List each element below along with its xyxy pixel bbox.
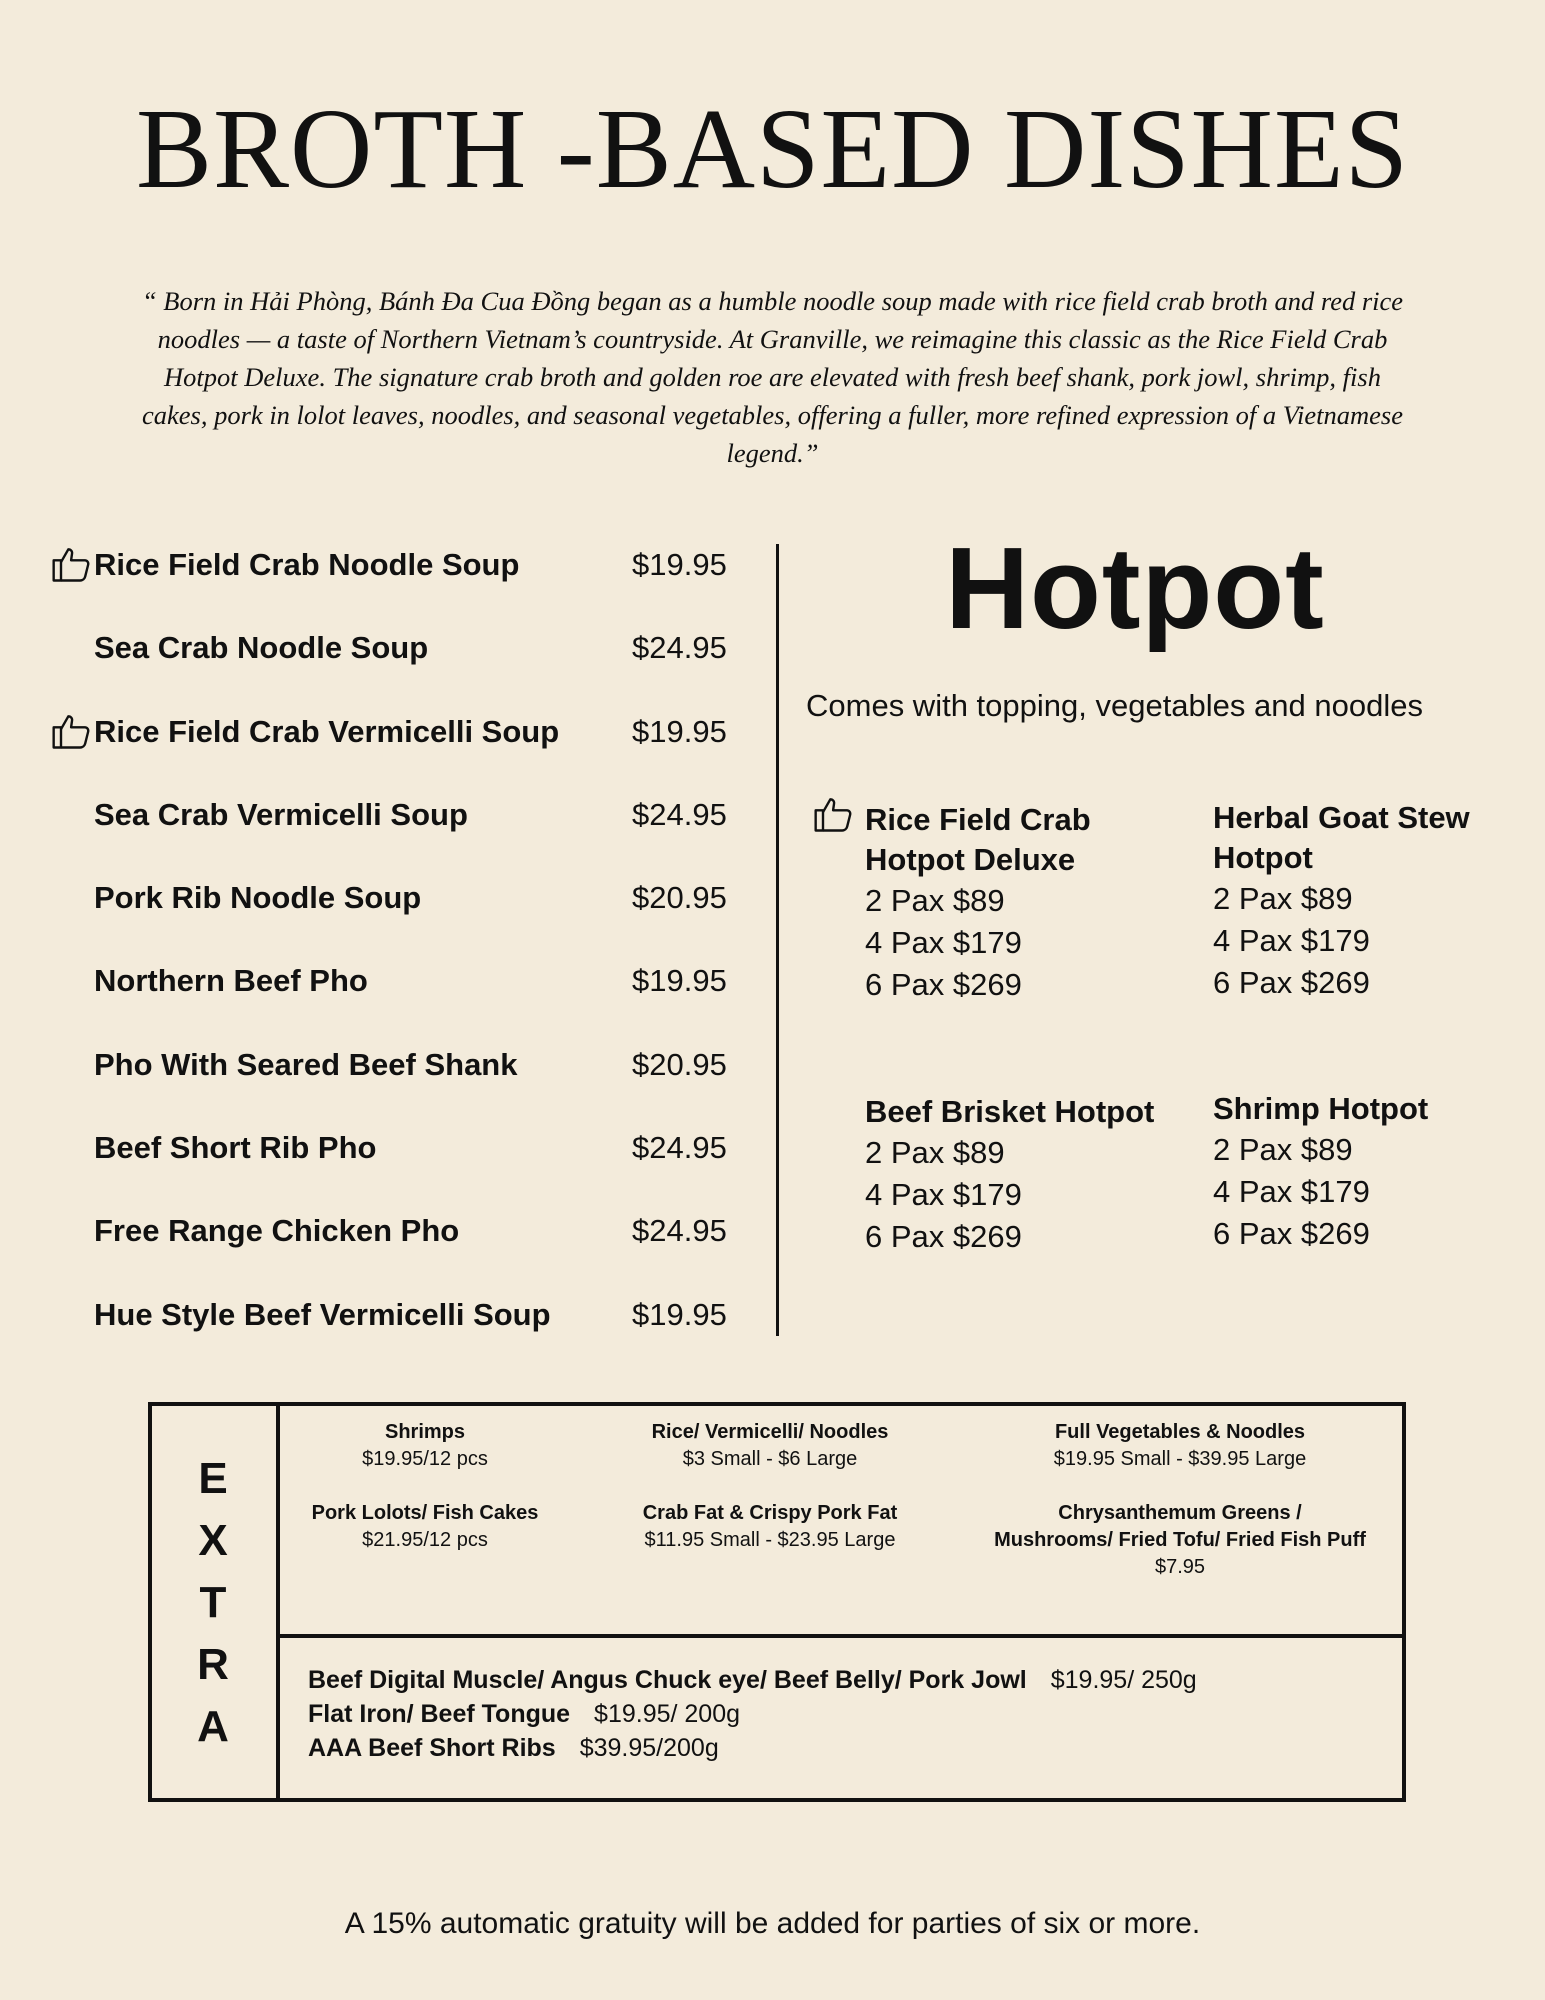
column-divider <box>776 544 779 1336</box>
hotpot-price: 4 Pax $179 <box>1213 923 1370 958</box>
meat-item <box>308 1664 1197 1697</box>
extra-item-price: $7.95 <box>1154 1556 1206 1578</box>
hotpot-price: 4 Pax $179 <box>865 1177 1022 1212</box>
menu-item <box>50 620 740 703</box>
menu-item <box>50 787 740 870</box>
extra-item-name-line1: Chrysanthemum Greens / <box>1058 1502 1302 1524</box>
hotpot-name-line1: Rice Field Crab <box>865 802 1091 837</box>
hotpot-name: Beef Brisket Hotpot <box>865 1094 1155 1129</box>
extra-item <box>300 1419 550 1473</box>
extra-item-price: $19.95 Small - $39.95 Large <box>1053 1448 1307 1470</box>
hotpot-item <box>1213 798 1533 1004</box>
meat-item-price: $19.95/ 250g <box>1050 1666 1197 1694</box>
hotpot-price: 6 Pax $269 <box>865 1219 1022 1254</box>
menu-item <box>50 704 740 787</box>
menu-item-name: Hue Style Beef Vermicelli Soup <box>94 1296 551 1332</box>
thumbs-up-icon <box>50 709 94 753</box>
meat-item <box>308 1732 719 1765</box>
menu-item-price: $20.95 <box>632 880 727 916</box>
gratuity-note: A 15% automatic gratuity will be added for parties of six or more. <box>344 1907 1201 1940</box>
extra-item-price: $3 Small - $6 Large <box>682 1448 858 1470</box>
menu-item-price: $19.95 <box>632 547 727 582</box>
hotpot-item <box>865 1092 1185 1258</box>
menu-item <box>50 1203 740 1286</box>
meat-item-name: Flat Iron/ Beef Tongue <box>308 1700 571 1728</box>
extra-item <box>980 1419 1380 1473</box>
extra-letter: X <box>198 1516 228 1565</box>
soup-list <box>50 537 740 1370</box>
extra-item <box>290 1500 560 1554</box>
hotpot-price: 2 Pax $89 <box>865 883 1005 918</box>
menu-item-name: Sea Crab Noodle Soup <box>94 630 429 666</box>
extra-item <box>595 1419 945 1473</box>
hotpot-item <box>865 800 1185 1006</box>
menu-item <box>50 1287 740 1370</box>
menu-item <box>50 870 740 953</box>
meat-item-name: AAA Beef Short Ribs <box>308 1734 556 1762</box>
menu-item-price: $19.95 <box>632 1296 727 1332</box>
extra-item-price: $11.95 Small - $23.95 Large <box>644 1529 896 1551</box>
extra-item-name: Rice/ Vermicelli/ Noodles <box>651 1421 889 1443</box>
extra-letter: A <box>197 1702 229 1751</box>
menu-item <box>50 537 740 620</box>
extra-letter: R <box>197 1640 229 1689</box>
menu-item-name: Northern Beef Pho <box>94 963 368 999</box>
thumbs-up-icon <box>50 542 94 586</box>
intro-quote: “ Born in Hải Phòng, Bánh Đa Cua Đồng began as a humble noodle soup made with rice field crab broth and red rice noodles — a taste of Northern Vietnam’s countryside. At Granville, we reimagine this classic as the Rice Field Crab Hotpot Deluxe. The signature crab broth and golden roe are elevated with fresh beef shank, pork jowl, shrimp, fish cakes, pork in lolot leaves, noodles, and seasonal vegetables, offering a fuller, more refined expression of a Vietnamese legend.” <box>141 286 1404 468</box>
hotpot-name: Shrimp Hotpot <box>1213 1091 1429 1126</box>
meat-item-price: $19.95/ 200g <box>594 1700 741 1728</box>
extra-item-name: Full Vegetables & Noodles <box>1054 1421 1306 1443</box>
menu-item-price: $24.95 <box>632 796 727 832</box>
extra-item-name-line2: Mushrooms/ Fried Tofu/ Fried Fish Puff <box>994 1529 1366 1551</box>
hotpot-price: 2 Pax $89 <box>1213 1132 1353 1167</box>
menu-item-price: $24.95 <box>632 630 727 666</box>
extra-item-name: Crab Fat & Crispy Pork Fat <box>642 1502 898 1524</box>
hotpot-title: Hotpot <box>945 523 1325 653</box>
hotpot-price: 6 Pax $269 <box>865 967 1022 1002</box>
extra-item <box>960 1500 1400 1581</box>
page-title: BROTH -BASED DISHES <box>135 85 1410 212</box>
menu-item-name: Beef Short Rib Pho <box>94 1130 377 1166</box>
extra-letter: E <box>198 1454 228 1503</box>
menu-item-price: $19.95 <box>632 713 727 749</box>
menu-item-name: Free Range Chicken Pho <box>94 1213 460 1249</box>
thumbs-up-icon <box>812 792 856 836</box>
extra-letter: T <box>199 1578 227 1627</box>
menu-item <box>50 953 740 1036</box>
menu-item <box>50 1120 740 1203</box>
menu-item-price: $24.95 <box>632 1130 727 1166</box>
hotpot-name-line1: Herbal Goat Stew <box>1213 800 1470 835</box>
extra-item-price: $19.95/12 pcs <box>362 1448 488 1470</box>
menu-item-name: Rice Field Crab Noodle Soup <box>94 547 520 582</box>
hotpot-name-line2: Hotpot Deluxe <box>865 842 1076 877</box>
meat-item-price: $39.95/200g <box>579 1734 719 1762</box>
extra-item-name: Shrimps <box>384 1421 466 1443</box>
hotpot-price: 4 Pax $179 <box>1213 1174 1370 1209</box>
menu-item-price: $20.95 <box>632 1046 727 1082</box>
extra-item-name: Pork Lolots/ Fish Cakes <box>311 1502 539 1524</box>
hotpot-price: 6 Pax $269 <box>1213 1216 1370 1251</box>
hotpot-item <box>1213 1089 1533 1255</box>
menu-item-price: $19.95 <box>632 963 727 999</box>
extra-section-divider <box>278 1634 1406 1638</box>
menu-item-name: Pork Rib Noodle Soup <box>94 880 422 916</box>
meat-item <box>308 1698 740 1731</box>
hotpot-subtitle: Comes with topping, vegetables and noodles <box>806 688 1423 723</box>
menu-item-name: Pho With Seared Beef Shank <box>94 1046 518 1082</box>
menu-item-name: Sea Crab Vermicelli Soup <box>94 796 468 832</box>
hotpot-price: 2 Pax $89 <box>865 1135 1005 1170</box>
menu-item-price: $24.95 <box>632 1213 727 1249</box>
hotpot-price: 4 Pax $179 <box>865 925 1022 960</box>
hotpot-price: 2 Pax $89 <box>1213 881 1353 916</box>
menu-item <box>50 1037 740 1120</box>
meat-item-name: Beef Digital Muscle/ Angus Chuck eye/ Beef Belly/ Pork Jowl <box>308 1666 1027 1694</box>
extra-item <box>595 1500 945 1554</box>
hotpot-name-line2: Hotpot <box>1213 840 1313 875</box>
menu-item-name: Rice Field Crab Vermicelli Soup <box>94 713 560 749</box>
extra-label <box>148 1448 278 1758</box>
hotpot-price: 6 Pax $269 <box>1213 965 1370 1000</box>
extra-item-price: $21.95/12 pcs <box>362 1529 488 1551</box>
